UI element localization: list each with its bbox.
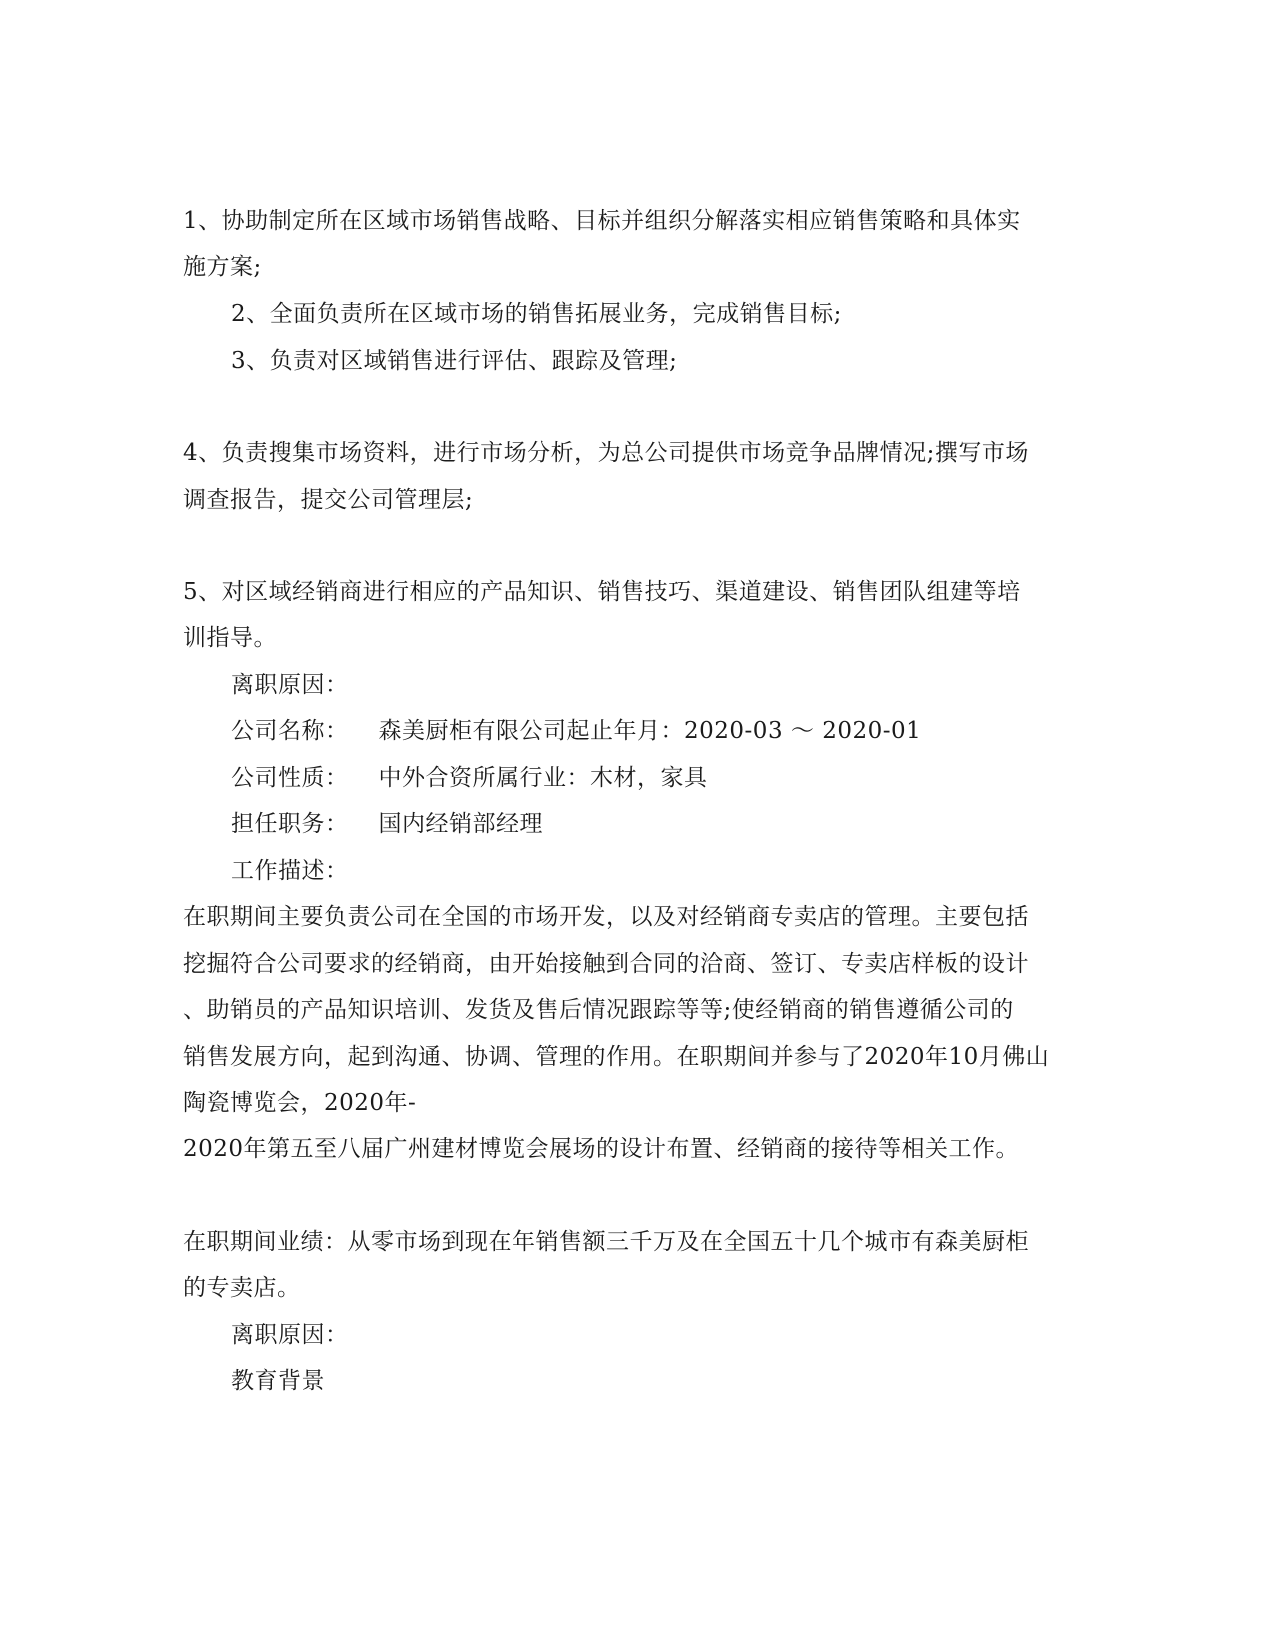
company-name-label: 公司名称： <box>231 718 349 744</box>
company-type-value: 中外合资所属行业：木材，家具 <box>378 765 708 791</box>
description-line-6: 2020年第五至八届广州建材博览会展场的设计布置、经销商的接待等相关工作。 <box>183 1136 1020 1162</box>
leave-reason-label: 离职原因： <box>231 672 349 698</box>
position-value: 国内经销部经理 <box>378 811 543 837</box>
job-description-label: 工作描述： <box>231 858 349 884</box>
position-label: 担任职务： <box>231 811 349 837</box>
description-line-5: 陶瓷博览会，2020年- <box>183 1090 417 1116</box>
description-line-2: 挖掘符合公司要求的经销商，由开始接触到合同的洽商、签订、专卖店样板的设计 <box>183 951 1029 977</box>
company-name-value: 森美厨柜有限公司起止年月：2020-03 ～ 2020-01 <box>378 718 922 744</box>
company-name-row <box>231 716 921 746</box>
company-type-row <box>231 763 708 793</box>
duty-5-line-2: 训指导。 <box>183 625 277 651</box>
description-line-3: 、助销员的产品知识培训、发货及售后情况跟踪等等;使经销商的销售遵循公司的 <box>183 997 1014 1023</box>
achievement-line-2: 的专卖店。 <box>183 1275 301 1301</box>
description-line-1: 在职期间主要负责公司在全国的市场开发，以及对经销商专卖店的管理。主要包括 <box>183 904 1029 930</box>
achievement-line-1: 在职期间业绩：从零市场到现在年销售额三千万及在全国五十几个城市有森美厨柜 <box>183 1229 1029 1255</box>
description-line-4: 销售发展方向，起到沟通、协调、管理的作用。在职期间并参与了2020年10月佛山 <box>183 1044 1050 1070</box>
duty-4-line-2: 调查报告，提交公司管理层; <box>183 487 474 513</box>
education-heading: 教育背景 <box>231 1368 325 1394</box>
position-row <box>231 809 543 839</box>
leave-reason-label-2: 离职原因： <box>231 1322 349 1348</box>
company-type-label: 公司性质： <box>231 765 349 791</box>
duty-4-line-1: 4、负责搜集市场资料，进行市场分析，为总公司提供市场竞争品牌情况;撰写市场 <box>183 440 1029 466</box>
duty-3: 3、负责对区域销售进行评估、跟踪及管理; <box>231 348 678 374</box>
duty-1-line-2: 施方案; <box>183 254 262 280</box>
duty-2: 2、全面负责所在区域市场的销售拓展业务，完成销售目标; <box>231 301 842 327</box>
duty-1-line-1: 1、协助制定所在区域市场销售战略、目标并组织分解落实相应销售策略和具体实 <box>183 208 1021 234</box>
duty-5-line-1: 5、对区域经销商进行相应的产品知识、销售技巧、渠道建设、销售团队组建等培 <box>183 579 1021 605</box>
